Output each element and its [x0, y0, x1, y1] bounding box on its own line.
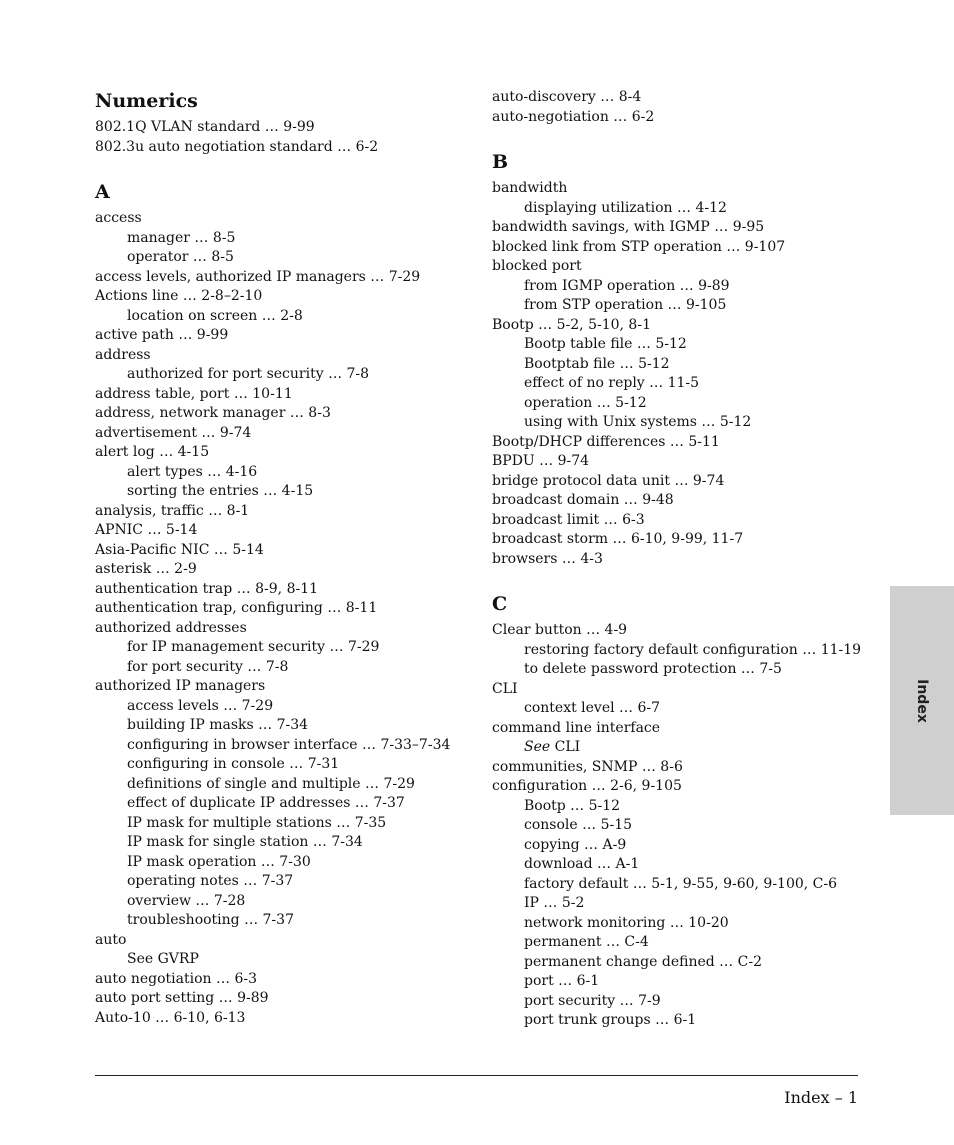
footer-divider	[95, 1075, 858, 1076]
index-subentry: operator … 8-5	[127, 249, 234, 265]
index-entry: bridge protocol data unit … 9-74	[492, 472, 725, 489]
index-subentry: console … 5-15	[524, 817, 633, 833]
index-entry: address	[95, 346, 151, 363]
index-entry: broadcast storm … 6-10, 9-99, 11-7	[492, 531, 744, 547]
index-subentry: overview … 7-28	[127, 892, 246, 909]
index-subentry: definitions of single and multiple … 7-29	[127, 775, 415, 792]
index-entry: active path … 9-99	[95, 327, 229, 343]
index-entry: Auto-10 … 6-10, 6-13	[95, 1009, 246, 1026]
index-subentry: operation … 5-12	[524, 394, 647, 411]
index-side-tab	[890, 586, 954, 815]
index-entry: address, network manager … 8-3	[95, 405, 331, 421]
index-subentry: copying … A-9	[524, 836, 627, 853]
index-entry: configuration … 2-6, 9-105	[492, 778, 682, 794]
index-entry: Asia-Pacific NIC … 5-14	[95, 541, 264, 558]
index-subentry: effect of no reply … 11-5	[524, 375, 700, 391]
index-entry: authentication trap … 8-9, 8-11	[95, 580, 319, 597]
index-subentry: IP mask for multiple stations … 7-35	[127, 814, 387, 831]
index-entry: auto port setting … 9-89	[95, 990, 269, 1006]
index-subentry: IP mask for single station … 7-34	[127, 834, 363, 850]
index-subentry: network monitoring … 10-20	[524, 914, 729, 931]
index-entry: broadcast limit … 6-3	[492, 511, 645, 528]
index-subentry: Bootptab file … 5-12	[524, 355, 670, 372]
index-subentry: port trunk groups … 6-1	[524, 1012, 697, 1028]
section-gap	[492, 569, 872, 591]
index-entry: Bootp/DHCP differences … 5-11	[492, 433, 720, 450]
index-subentry: to delete password protection … 7-5	[524, 661, 782, 677]
index-subentry: effect of duplicate IP addresses … 7-37	[127, 795, 405, 811]
index-entry: authorized IP managers	[95, 678, 266, 694]
index-subentry: factory default … 5-1, 9-55, 9-60, 9-100, C-6	[524, 875, 838, 892]
index-entry: address table, port … 10-11	[95, 385, 293, 402]
index-entry: analysis, traffic … 8-1	[95, 502, 250, 519]
index-subentry: configuring in browser interface … 7-33–7-34	[127, 736, 451, 753]
index-subentry: from STP operation … 9-105	[524, 297, 727, 313]
index-subentry: displaying utilization … 4-12	[524, 199, 727, 216]
index-entry: Actions line … 2-8–2-10	[95, 288, 263, 304]
see-reference-prefix: See	[524, 739, 551, 755]
page-footer: Index – 1	[784, 1088, 858, 1107]
index-subentry: operating notes … 7-37	[127, 873, 294, 889]
index-subentry: for port security … 7-8	[127, 658, 289, 675]
index-subentry: port security … 7-9	[524, 992, 661, 1009]
index-entry: communities, SNMP … 8-6	[492, 758, 683, 775]
index-subentry: See GVRP	[127, 951, 199, 967]
index-subentry: sorting the entries … 4-15	[127, 483, 314, 499]
index-subentry	[492, 738, 872, 758]
index-entry: auto	[95, 931, 127, 948]
section-heading: C	[492, 593, 508, 615]
index-entry: auto-negotiation … 6-2	[492, 108, 655, 125]
index-subentry: location on screen … 2-8	[127, 307, 303, 324]
section-heading: A	[95, 181, 110, 203]
index-subentry: IP … 5-2	[524, 895, 585, 911]
index-entry: APNIC … 5-14	[95, 522, 198, 538]
index-entry: access levels, authorized IP managers … 7-29	[95, 268, 421, 285]
index-subentry: troubleshooting … 7-37	[127, 912, 294, 928]
index-subentry: access levels … 7-29	[127, 697, 274, 714]
index-subentry: from IGMP operation … 9-89	[524, 277, 730, 294]
section-gap	[95, 157, 475, 179]
index-subentry: permanent … C-4	[524, 934, 649, 950]
index-entry: alert log … 4-15	[95, 444, 210, 460]
index-column-right	[492, 88, 872, 1031]
index-entry: blocked link from STP operation … 9-107	[492, 238, 786, 255]
index-entry: Clear button … 4-9	[492, 622, 628, 638]
index-subentry: context level … 6-7	[524, 700, 661, 716]
index-entry: command line interface	[492, 719, 661, 736]
index-entry: authentication trap, configuring … 8-11	[95, 600, 378, 616]
index-subentry: alert types … 4-16	[127, 463, 258, 480]
index-subentry: authorized for port security … 7-8	[127, 366, 370, 382]
index-entry: auto-discovery … 8-4	[492, 89, 642, 105]
section-heading: B	[492, 151, 509, 173]
section-gap	[492, 127, 872, 149]
index-column-left	[95, 88, 475, 1028]
index-subentry: restoring factory default configuration … 11-19	[524, 641, 862, 658]
index-entry: CLI	[492, 680, 518, 697]
index-subentry: manager … 8-5	[127, 229, 236, 246]
index-entry: advertisement … 9-74	[95, 424, 252, 441]
index-subentry: building IP masks … 7-34	[127, 717, 309, 733]
index-subentry: configuring in console … 7-31	[127, 756, 340, 772]
entry-text: CLI	[554, 739, 581, 755]
index-entry: bandwidth savings, with IGMP … 9-95	[492, 219, 765, 235]
index-subentry: permanent change defined … C-2	[524, 953, 762, 970]
index-entry: browsers … 4-3	[492, 550, 603, 567]
section-heading: Numerics	[95, 90, 198, 112]
index-entry: 802.3u auto negotiation standard … 6-2	[95, 138, 379, 155]
index-entry: auto negotiation … 6-3	[95, 970, 258, 987]
index-subentry: Bootp … 5-12	[524, 797, 621, 814]
index-entry: access	[95, 210, 142, 226]
index-entry: asterisk … 2-9	[95, 561, 197, 577]
index-entry: authorized addresses	[95, 619, 247, 636]
index-entry: Bootp … 5-2, 5-10, 8-1	[492, 316, 651, 333]
side-tab-label: Index	[914, 678, 930, 723]
index-subentry: for IP management security … 7-29	[127, 639, 380, 655]
index-subentry: port … 6-1	[524, 973, 600, 989]
index-subentry: Bootp table file … 5-12	[524, 336, 687, 352]
index-subentry: using with Unix systems … 5-12	[524, 414, 752, 430]
index-entry: broadcast domain … 9-48	[492, 492, 674, 508]
index-entry: 802.1Q VLAN standard … 9-99	[95, 119, 315, 135]
index-entry: BPDU … 9-74	[492, 453, 590, 469]
index-entry: bandwidth	[492, 180, 568, 196]
index-subentry: download … A-1	[524, 856, 640, 872]
index-subentry: IP mask operation … 7-30	[127, 853, 311, 870]
index-entry: blocked port	[492, 258, 582, 274]
